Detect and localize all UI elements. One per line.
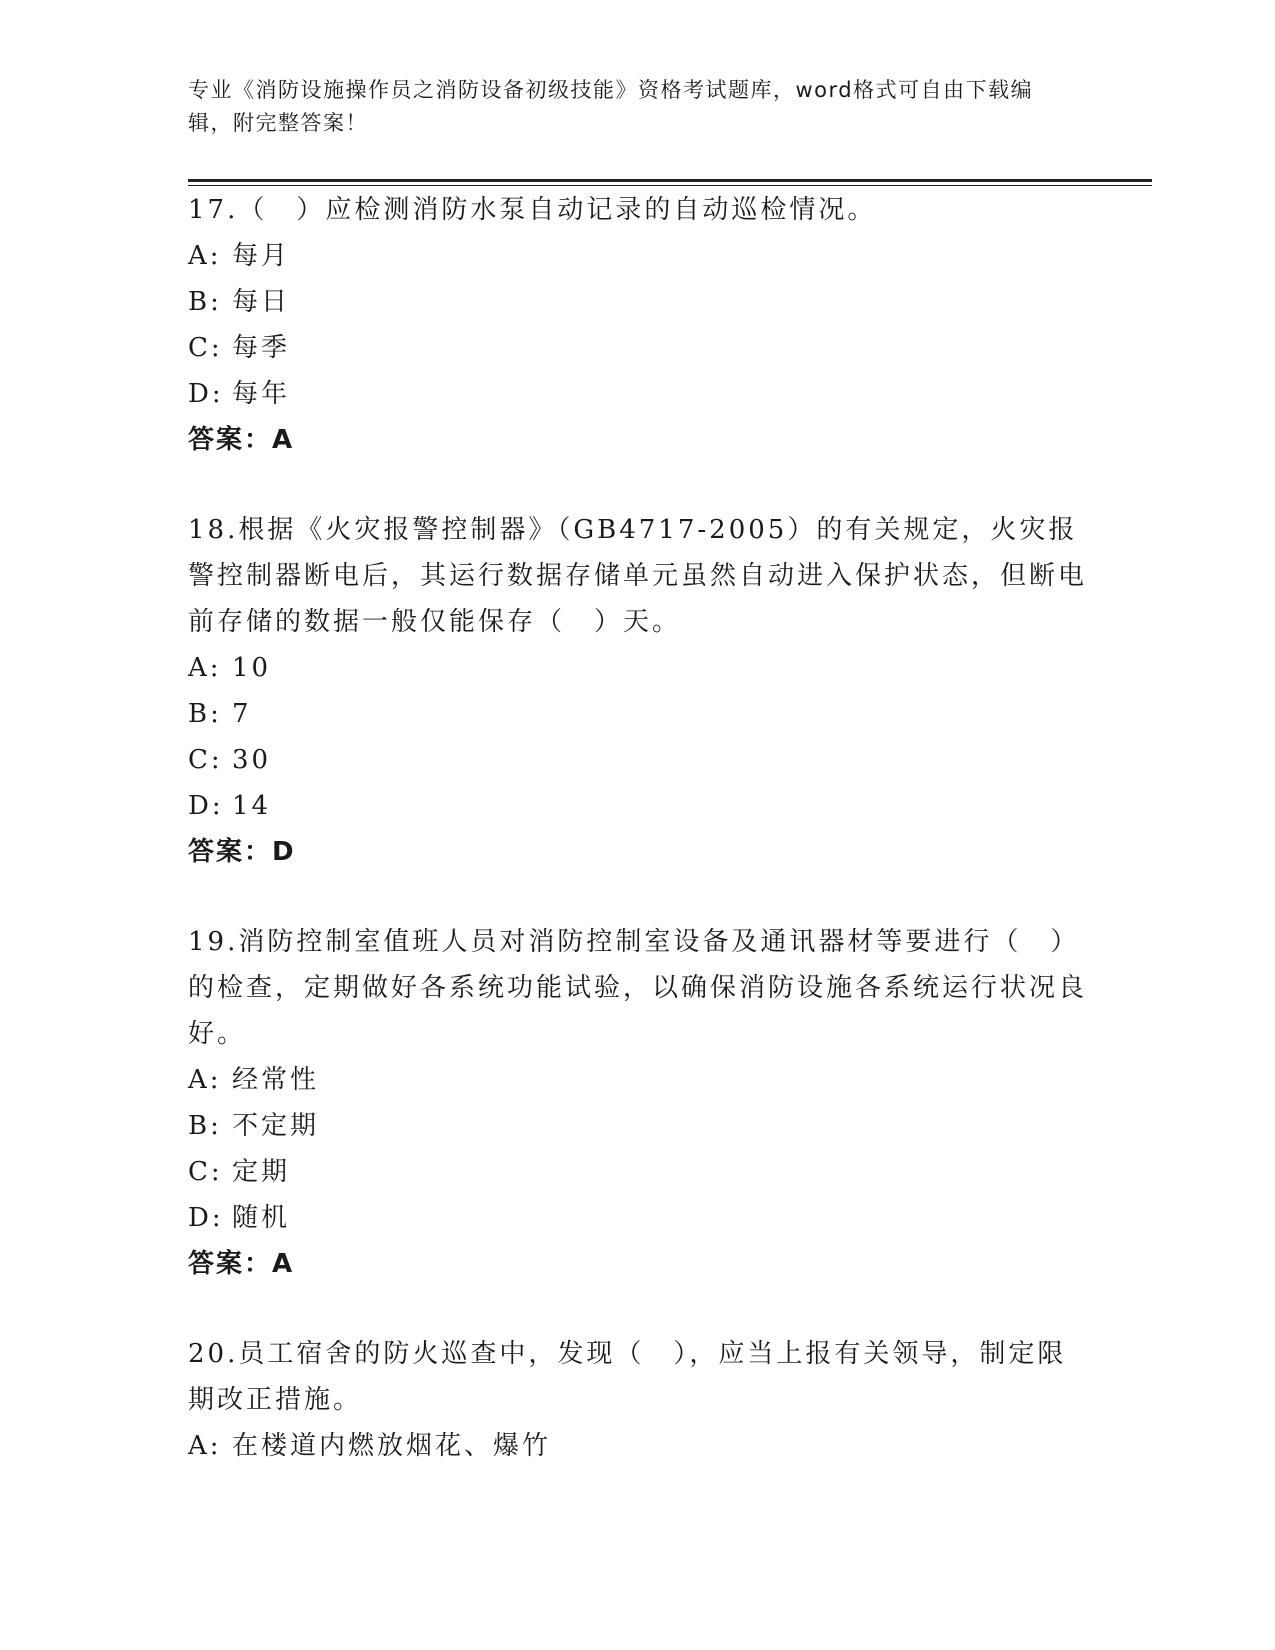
- option-text: 每年: [232, 379, 291, 409]
- option-key: B:: [188, 287, 222, 317]
- option-a: [188, 1423, 1088, 1469]
- document-header: [188, 74, 1068, 140]
- question-17: [188, 187, 1088, 463]
- answer-line: 答案：A: [188, 425, 295, 455]
- question-list: [188, 187, 1088, 1513]
- option-c: [188, 737, 1088, 783]
- option-c: [188, 325, 1088, 371]
- option-text: 不定期: [232, 1111, 320, 1141]
- option-b: [188, 1103, 1088, 1149]
- option-key: D:: [188, 379, 224, 409]
- question-20: [188, 1331, 1088, 1469]
- option-d: [188, 1195, 1088, 1241]
- option-key: B:: [188, 1111, 222, 1141]
- question-18: [188, 507, 1088, 875]
- option-text: 7: [232, 699, 252, 729]
- option-key: A:: [188, 1431, 222, 1461]
- option-key: C:: [188, 333, 223, 363]
- question-text: 17.（ ）应检测消防水泵自动记录的自动巡检情况。: [188, 195, 877, 225]
- option-key: D:: [188, 791, 224, 821]
- option-c: [188, 1149, 1088, 1195]
- option-b: [188, 691, 1088, 737]
- option-key: C:: [188, 1157, 223, 1187]
- option-key: A:: [188, 1065, 222, 1095]
- intro-text: 专业《消防设施操作员之消防设备初级技能》资格考试题库，word格式可自由下载编辑，附完整答案！: [188, 78, 1034, 135]
- option-text: 每季: [232, 333, 291, 363]
- option-a: [188, 233, 1088, 279]
- option-a: [188, 645, 1088, 691]
- question-text: 18.根据《火灾报警控制器》（GB4717-2005）的有关规定，火灾报警控制器断电后，其运行数据存储单元虽然自动进入保护状态，但断电前存储的数据一般仅能保存（ ）天。: [188, 515, 1088, 637]
- answer-line: 答案：A: [188, 1249, 295, 1279]
- option-key: A:: [188, 241, 222, 271]
- header-divider-thick: [188, 179, 1152, 182]
- option-a: [188, 1057, 1088, 1103]
- option-text: 经常性: [232, 1065, 320, 1095]
- option-text: 定期: [232, 1157, 291, 1187]
- option-text: 14: [232, 791, 272, 821]
- option-text: 在楼道内燃放烟花、爆竹: [232, 1431, 552, 1461]
- option-key: C:: [188, 745, 223, 775]
- question-19: [188, 919, 1088, 1287]
- answer-line: 答案：D: [188, 837, 296, 867]
- option-key: D:: [188, 1203, 224, 1233]
- question-text: 20.员工宿舍的防火巡查中，发现（ ），应当上报有关领导，制定限期改正措施。: [188, 1339, 1067, 1415]
- question-text: 19.消防控制室值班人员对消防控制室设备及通讯器材等要进行（ ）的检查，定期做好各系统功能试验，以确保消防设施各系统运行状况良好。: [188, 927, 1088, 1049]
- option-text: 30: [232, 745, 272, 775]
- option-text: 随机: [232, 1203, 291, 1233]
- option-b: [188, 279, 1088, 325]
- option-text: 每日: [232, 287, 291, 317]
- option-d: [188, 783, 1088, 829]
- option-key: B:: [188, 699, 222, 729]
- option-key: A:: [188, 653, 222, 683]
- header-divider-thin: [188, 185, 1152, 186]
- option-text: 每月: [232, 241, 291, 271]
- option-d: [188, 371, 1088, 417]
- option-text: 10: [232, 653, 272, 683]
